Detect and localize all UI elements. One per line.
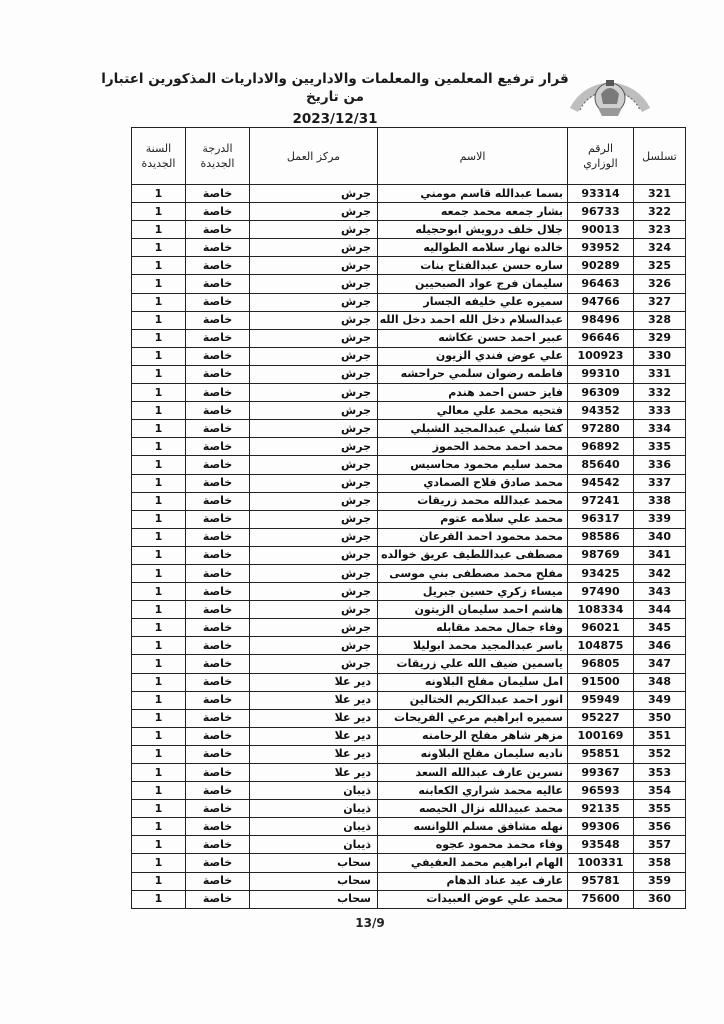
cell-name: محمد علي عوض العبيدات [378,890,568,908]
cell-serial: 336 [634,456,686,474]
cell-ministry-id: 95227 [568,709,634,727]
table-row [132,420,686,438]
cell-serial: 344 [634,601,686,619]
cell-serial: 357 [634,836,686,854]
table-row [132,528,686,546]
cell-name: علي عوض فندي الزيون [378,347,568,365]
cell-ministry-id: 95781 [568,872,634,890]
cell-serial: 347 [634,655,686,673]
table-row [132,890,686,908]
cell-serial: 354 [634,782,686,800]
cell-work-center: جرش [250,185,378,203]
cell-name: جلال خلف درويش ابوحجيله [378,221,568,239]
cell-name: عبدالسلام دخل الله احمد دخل الله [378,311,568,329]
cell-work-center: جرش [250,203,378,221]
cell-ministry-id: 98586 [568,528,634,546]
cell-name: مفلح محمد مصطفى بني موسى [378,564,568,582]
cell-ministry-id: 97241 [568,492,634,510]
cell-work-center: جرش [250,347,378,365]
cell-ministry-id: 90013 [568,221,634,239]
cell-name: ميساء زكري حسين جبريل [378,583,568,601]
cell-new-grade: خاصة [186,564,250,582]
cell-new-year: 1 [132,709,186,727]
table-row [132,492,686,510]
cell-ministry-id: 93952 [568,239,634,257]
cell-work-center: سحاب [250,890,378,908]
table-row [132,782,686,800]
cell-ministry-id: 100169 [568,727,634,745]
header-new-grade: الدرجة الجديدة [186,128,250,185]
table-row [132,456,686,474]
cell-name: انور احمد عبدالكريم الختالين [378,691,568,709]
cell-new-year: 1 [132,619,186,637]
cell-name: نهله مشافق مسلم اللوانسه [378,818,568,836]
cell-new-grade: خاصة [186,456,250,474]
cell-work-center: دير علا [250,745,378,763]
cell-new-year: 1 [132,854,186,872]
cell-new-year: 1 [132,492,186,510]
cell-serial: 349 [634,691,686,709]
table-row [132,221,686,239]
cell-work-center: جرش [250,402,378,420]
cell-new-year: 1 [132,745,186,763]
cell-new-grade: خاصة [186,601,250,619]
table-row [132,546,686,564]
cell-ministry-id: 96463 [568,275,634,293]
cell-new-grade: خاصة [186,619,250,637]
table-row [132,637,686,655]
cell-name: ياسمين ضيف الله علي زريقات [378,655,568,673]
cell-name: وفاء جمال محمد مقابله [378,619,568,637]
cell-serial: 355 [634,800,686,818]
table-row [132,293,686,311]
cell-serial: 326 [634,275,686,293]
cell-name: وفاء محمد محمود عجوه [378,836,568,854]
cell-new-year: 1 [132,818,186,836]
cell-serial: 324 [634,239,686,257]
cell-new-year: 1 [132,203,186,221]
cell-work-center: دير علا [250,691,378,709]
cell-serial: 328 [634,311,686,329]
cell-new-year: 1 [132,239,186,257]
cell-new-grade: خاصة [186,709,250,727]
cell-work-center: جرش [250,275,378,293]
cell-name: خالده نهار سلامه الطواليه [378,239,568,257]
table-row [132,709,686,727]
table-row [132,601,686,619]
cell-new-year: 1 [132,293,186,311]
cell-new-year: 1 [132,764,186,782]
cell-ministry-id: 95949 [568,691,634,709]
cell-ministry-id: 93314 [568,185,634,203]
cell-name: فاطمه رضوان سلمي حراحشه [378,365,568,383]
cell-name: محمد عبدالله محمد زريقات [378,492,568,510]
cell-work-center: جرش [250,329,378,347]
cell-name: محمد صادق فلاح الصمادي [378,474,568,492]
cell-serial: 337 [634,474,686,492]
cell-new-grade: خاصة [186,492,250,510]
cell-new-grade: خاصة [186,691,250,709]
cell-work-center: جرش [250,492,378,510]
cell-ministry-id: 96593 [568,782,634,800]
cell-work-center: جرش [250,365,378,383]
table-row [132,836,686,854]
table-row [132,583,686,601]
cell-new-grade: خاصة [186,745,250,763]
table-row [132,745,686,763]
table-row [132,474,686,492]
cell-work-center: دير علا [250,709,378,727]
cell-ministry-id: 96892 [568,438,634,456]
cell-work-center: جرش [250,564,378,582]
cell-name: فتحيه محمد علي معالي [378,402,568,420]
cell-ministry-id: 100331 [568,854,634,872]
cell-name: مزهر شاهر مفلح الرحامنه [378,727,568,745]
cell-new-grade: خاصة [186,673,250,691]
cell-new-grade: خاصة [186,438,250,456]
page-number: 13/9 [355,916,385,930]
cell-serial: 321 [634,185,686,203]
cell-name: محمد سليم محمود محاسيس [378,456,568,474]
cell-work-center: جرش [250,510,378,528]
cell-work-center: جرش [250,293,378,311]
table-row [132,239,686,257]
cell-new-grade: خاصة [186,872,250,890]
cell-serial: 350 [634,709,686,727]
table-row [132,329,686,347]
cell-work-center: جرش [250,257,378,275]
cell-ministry-id: 91500 [568,673,634,691]
cell-ministry-id: 98769 [568,546,634,564]
cell-ministry-id: 99306 [568,818,634,836]
cell-new-grade: خاصة [186,818,250,836]
cell-ministry-id: 108334 [568,601,634,619]
cell-work-center: دير علا [250,727,378,745]
cell-new-grade: خاصة [186,727,250,745]
cell-new-year: 1 [132,655,186,673]
cell-new-grade: خاصة [186,365,250,383]
cell-new-grade: خاصة [186,257,250,275]
cell-serial: 358 [634,854,686,872]
table-row [132,384,686,402]
cell-work-center: جرش [250,528,378,546]
cell-new-year: 1 [132,347,186,365]
cell-new-grade: خاصة [186,185,250,203]
cell-name: بشار جمعه محمد جمعه [378,203,568,221]
cell-new-grade: خاصة [186,800,250,818]
cell-new-grade: خاصة [186,384,250,402]
cell-new-grade: خاصة [186,836,250,854]
cell-ministry-id: 90289 [568,257,634,275]
cell-new-year: 1 [132,637,186,655]
cell-serial: 340 [634,528,686,546]
cell-new-year: 1 [132,800,186,818]
cell-serial: 343 [634,583,686,601]
header-serial: تسلسل [634,128,686,185]
cell-new-year: 1 [132,546,186,564]
cell-new-grade: خاصة [186,293,250,311]
table-row [132,691,686,709]
cell-ministry-id: 96805 [568,655,634,673]
cell-work-center: جرش [250,384,378,402]
cell-work-center: سحاب [250,872,378,890]
cell-ministry-id: 93548 [568,836,634,854]
header-new-year: السنة الجديدة [132,128,186,185]
cell-new-grade: خاصة [186,854,250,872]
cell-new-grade: خاصة [186,347,250,365]
cell-serial: 359 [634,872,686,890]
cell-serial: 360 [634,890,686,908]
table-row [132,854,686,872]
cell-name: امل سليمان مفلح البلاونه [378,673,568,691]
cell-serial: 322 [634,203,686,221]
cell-new-year: 1 [132,528,186,546]
cell-name: كفا شبلي عبدالمجيد الشبلي [378,420,568,438]
table-row [132,365,686,383]
cell-serial: 356 [634,818,686,836]
cell-work-center: دير علا [250,764,378,782]
cell-name: عبير احمد حسن عكاشه [378,329,568,347]
cell-serial: 323 [634,221,686,239]
table-row [132,275,686,293]
cell-serial: 327 [634,293,686,311]
table-row [132,402,686,420]
cell-new-year: 1 [132,365,186,383]
cell-new-grade: خاصة [186,420,250,438]
cell-work-center: سحاب [250,854,378,872]
cell-name: ياسر عبدالمجيد محمد ابوليلا [378,637,568,655]
cell-name: ناديه سليمان مفلح البلاونه [378,745,568,763]
header-work-center: مركز العمل [250,128,378,185]
title-line-decision: قرار ترفيع المعلمين والمعلمات والاداريين والاداريات المذكورين اعتبارا من تاريخ [101,71,569,105]
cell-work-center: جرش [250,474,378,492]
cell-ministry-id: 94542 [568,474,634,492]
table-row [132,438,686,456]
cell-serial: 351 [634,727,686,745]
cell-work-center: جرش [250,311,378,329]
cell-ministry-id: 100923 [568,347,634,365]
cell-name: محمد محمود احمد القرعان [378,528,568,546]
cell-work-center: جرش [250,456,378,474]
cell-name: ساره حسن عبدالفتاح بنات [378,257,568,275]
ministry-emblem-icon [560,58,660,124]
cell-work-center: جرش [250,601,378,619]
table-row [132,347,686,365]
cell-ministry-id: 96733 [568,203,634,221]
cell-new-year: 1 [132,872,186,890]
header-ministry-id: الرقم الوزاري [568,128,634,185]
cell-ministry-id: 94766 [568,293,634,311]
cell-serial: 342 [634,564,686,582]
table-row [132,311,686,329]
cell-work-center: ذيبان [250,836,378,854]
cell-new-grade: خاصة [186,402,250,420]
cell-new-year: 1 [132,564,186,582]
cell-ministry-id: 97490 [568,583,634,601]
cell-new-year: 1 [132,510,186,528]
table-row [132,872,686,890]
cell-ministry-id: 96309 [568,384,634,402]
cell-name: مصطفى عبداللطيف عريق خوالده [378,546,568,564]
cell-new-year: 1 [132,890,186,908]
cell-new-grade: خاصة [186,203,250,221]
cell-work-center: جرش [250,420,378,438]
cell-new-year: 1 [132,782,186,800]
cell-name: سميره ابراهيم مرعي الفريحات [378,709,568,727]
cell-name: محمد عبيدالله نزال الحيصه [378,800,568,818]
cell-work-center: جرش [250,619,378,637]
cell-new-grade: خاصة [186,890,250,908]
cell-serial: 330 [634,347,686,365]
cell-new-year: 1 [132,673,186,691]
cell-name: سليمان فرج عواد الصبحيين [378,275,568,293]
cell-name: الهام ابراهيم محمد العفيفي [378,854,568,872]
cell-name: بسما عبدالله قاسم مومني [378,185,568,203]
cell-serial: 341 [634,546,686,564]
cell-new-year: 1 [132,691,186,709]
cell-new-year: 1 [132,583,186,601]
cell-new-grade: خاصة [186,764,250,782]
header-name: الاسم [378,128,568,185]
cell-new-grade: خاصة [186,655,250,673]
cell-work-center: جرش [250,221,378,239]
cell-name: محمد احمد محمد الحموز [378,438,568,456]
cell-work-center: جرش [250,546,378,564]
promotion-table [131,127,686,909]
cell-new-year: 1 [132,420,186,438]
cell-ministry-id: 96646 [568,329,634,347]
cell-new-grade: خاصة [186,221,250,239]
cell-new-year: 1 [132,275,186,293]
table-row [132,764,686,782]
cell-name: فايز حسن احمد هندم [378,384,568,402]
cell-serial: 333 [634,402,686,420]
cell-ministry-id: 93425 [568,564,634,582]
cell-serial: 331 [634,365,686,383]
cell-serial: 329 [634,329,686,347]
table-header-row [132,128,686,185]
cell-ministry-id: 96021 [568,619,634,637]
cell-new-year: 1 [132,474,186,492]
cell-serial: 338 [634,492,686,510]
cell-work-center: ذيبان [250,782,378,800]
cell-new-year: 1 [132,456,186,474]
document-title [100,70,570,129]
cell-new-year: 1 [132,402,186,420]
cell-serial: 352 [634,745,686,763]
cell-work-center: جرش [250,438,378,456]
table-row [132,564,686,582]
cell-work-center: ذيبان [250,818,378,836]
cell-new-grade: خاصة [186,329,250,347]
cell-new-grade: خاصة [186,474,250,492]
cell-serial: 345 [634,619,686,637]
cell-serial: 334 [634,420,686,438]
table-row [132,203,686,221]
cell-new-year: 1 [132,329,186,347]
table-row [132,185,686,203]
cell-name: محمد علي سلامه عتوم [378,510,568,528]
table-row [132,800,686,818]
cell-work-center: جرش [250,637,378,655]
cell-serial: 353 [634,764,686,782]
title-line-date: 2023/12/31 [292,111,378,127]
cell-ministry-id: 104875 [568,637,634,655]
cell-name: نسرين عارف عبدالله السعد [378,764,568,782]
cell-work-center: دير علا [250,673,378,691]
cell-new-grade: خاصة [186,546,250,564]
cell-ministry-id: 99367 [568,764,634,782]
cell-name: عارف عيد عناد الدهام [378,872,568,890]
table-row [132,619,686,637]
cell-new-grade: خاصة [186,782,250,800]
cell-work-center: جرش [250,583,378,601]
table-row [132,818,686,836]
cell-work-center: جرش [250,239,378,257]
cell-ministry-id: 97280 [568,420,634,438]
cell-ministry-id: 85640 [568,456,634,474]
cell-new-grade: خاصة [186,239,250,257]
cell-new-year: 1 [132,311,186,329]
cell-new-year: 1 [132,221,186,239]
table-row [132,257,686,275]
cell-work-center: جرش [250,655,378,673]
cell-new-year: 1 [132,727,186,745]
cell-new-grade: خاصة [186,637,250,655]
cell-ministry-id: 98496 [568,311,634,329]
cell-ministry-id: 99310 [568,365,634,383]
cell-serial: 339 [634,510,686,528]
cell-new-grade: خاصة [186,583,250,601]
cell-serial: 325 [634,257,686,275]
table-row [132,727,686,745]
cell-new-year: 1 [132,257,186,275]
cell-new-grade: خاصة [186,311,250,329]
cell-new-year: 1 [132,384,186,402]
cell-serial: 346 [634,637,686,655]
table-body [132,185,686,909]
cell-serial: 332 [634,384,686,402]
cell-new-year: 1 [132,185,186,203]
cell-work-center: ذيبان [250,800,378,818]
cell-serial: 348 [634,673,686,691]
cell-new-grade: خاصة [186,275,250,293]
cell-ministry-id: 92135 [568,800,634,818]
cell-new-year: 1 [132,438,186,456]
cell-new-grade: خاصة [186,510,250,528]
cell-ministry-id: 75600 [568,890,634,908]
cell-name: سميره علي خليفه الجسار [378,293,568,311]
cell-new-year: 1 [132,601,186,619]
table-row [132,655,686,673]
cell-ministry-id: 94352 [568,402,634,420]
cell-new-year: 1 [132,836,186,854]
cell-new-grade: خاصة [186,528,250,546]
table-row [132,510,686,528]
table-row [132,673,686,691]
cell-serial: 335 [634,438,686,456]
cell-ministry-id: 96317 [568,510,634,528]
cell-name: هاشم احمد سليمان الزيتون [378,601,568,619]
cell-ministry-id: 95851 [568,745,634,763]
cell-name: عاليه محمد شراري الكعابنه [378,782,568,800]
